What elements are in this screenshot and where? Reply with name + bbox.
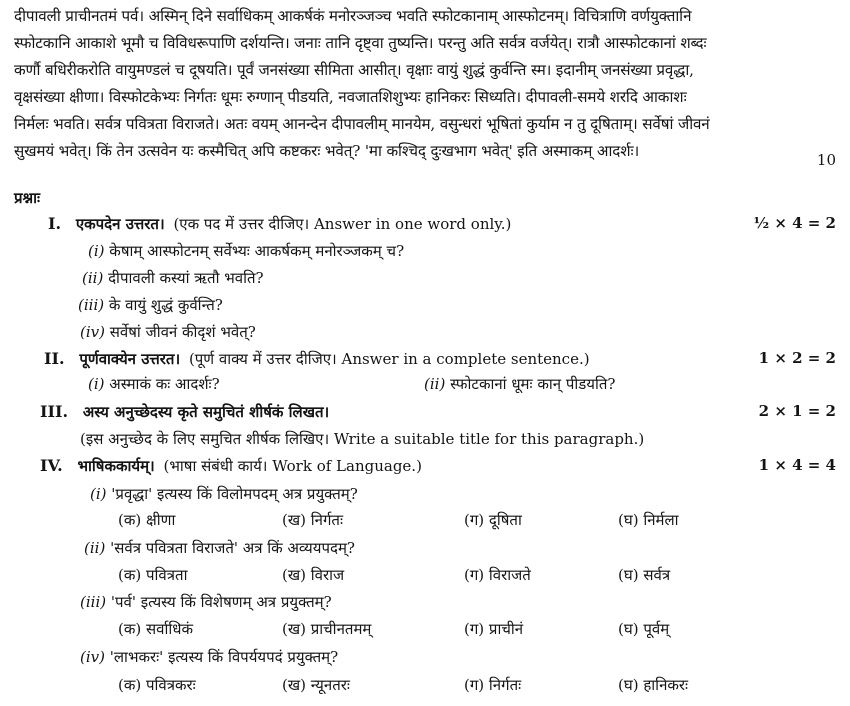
question-item: (ii) स्फोटकानां धूमः कान् पीडयति?	[424, 375, 616, 393]
question-item: (iii) के वायुं शुद्धं कुर्वन्ति?	[78, 296, 223, 314]
passage-marks: 10	[816, 151, 836, 169]
section-number: I.	[48, 214, 62, 233]
section-instruction: (भाषा संबंधी कार्य। Work of Language.)	[163, 457, 422, 475]
section-title: एकपदेन उत्तरत।	[75, 215, 165, 233]
option: (ग) विराजते	[464, 566, 531, 584]
question-item: (ii) 'सर्वत्र पवित्रता विराजते' अत्र किं अव्ययपदम्?	[84, 539, 355, 557]
passage-line: वृक्षसंख्या क्षीणा। विस्फोटकेभ्यः निर्गतः धूमः रुग्णान् पीडयति, नवजातशिशुभ्यः हानिकरः सिध्यति। दीपावली-समये शरदि आकाशः	[14, 88, 687, 106]
questions-label: प्रश्नाः	[14, 189, 41, 207]
passage-line: निर्मलः भवति। सर्वत्र पवित्रता विराजते। अतः वयम् आनन्देन दीपावलीम् मानयेम, वसुन्धरां भूषितां कुर्याम न तु दूषिताम्। सर्वेषां जीवनं	[14, 115, 710, 133]
option: (ख) विराज	[282, 566, 345, 584]
section-number: III.	[40, 402, 69, 421]
section-title: भाषिककार्यम्।	[77, 457, 155, 475]
option: (घ) निर्मला	[618, 511, 679, 529]
option: (ख) प्राचीनतमम्	[282, 620, 372, 638]
option: (ख) न्यूनतरः	[282, 676, 350, 694]
option: (क) सर्वाधिकं	[118, 620, 193, 638]
section-instruction: (इस अनुच्छेद के लिए समुचित शीर्षक लिखिए। Write a suitable title for this paragraph.)	[80, 430, 645, 448]
section-marks: 1 × 4 = 4	[758, 456, 836, 474]
question-item: (i) 'प्रवृद्धा' इत्यस्य किं विलोमपदम् अत्र प्रयुक्तम्?	[90, 485, 358, 503]
section-marks: 2 × 1 = 2	[758, 402, 836, 420]
question-item: (iv) सर्वेषां जीवनं कीदृशं भवेत्?	[80, 323, 256, 341]
question-item: (i) अस्माकं कः आदर्शः?	[88, 375, 220, 393]
option: (क) क्षीणा	[118, 511, 176, 529]
section-marks: ½ × 4 = 2	[753, 214, 836, 232]
option: (ग) दूषिता	[464, 511, 522, 529]
question-item: (ii) दीपावली कस्यां ऋतौ भवति?	[82, 269, 264, 287]
option: (ग) निर्गतः	[464, 676, 522, 694]
section-number: II.	[44, 349, 65, 368]
section-title: पूर्णवाक्येन उत्तरत।	[79, 350, 181, 368]
option: (ग) प्राचीनं	[464, 620, 524, 638]
passage-line: स्फोटकानि आकाशे भूमौ च विविधरूपाणि दर्शयन्ति। जनाः तानि दृष्ट्वा तुष्यन्ति। परन्तु अति सर्वत्र वर्जयेत्। रात्रौ आस्फोटकानां शब्दः	[14, 34, 707, 52]
option: (ख) निर्गतः	[282, 511, 343, 529]
option: (घ) पूर्वम्	[618, 620, 670, 638]
option: (घ) हानिकरः	[618, 676, 689, 694]
question-item: (iv) 'लाभकरः' इत्यस्य किं विपर्ययपदं प्रयुक्तम्?	[80, 648, 339, 666]
section-title: अस्य अनुच्छेदस्य कृते समुचितं शीर्षकं लिखत।	[82, 403, 330, 421]
passage-line: सुखमयं भवेत्। किं तेन उत्सवेन यः कस्मैचित् अपि कष्टकरः भवेत्? 'मा कश्चिद् दुःखभाग भवेत्' इति अस्माकम् आदर्शः।	[14, 142, 640, 160]
question-item: (i) केषाम् आस्फोटनम् सर्वेभ्यः आकर्षकम् मनोरञ्जकम् च?	[88, 242, 405, 260]
section-instruction: (एक पद में उत्तर दीजिए। Answer in one word only.)	[173, 215, 512, 233]
option: (क) पवित्रकरः	[118, 676, 196, 694]
section-instruction: (पूर्ण वाक्य में उत्तर दीजिए। Answer in a complete sentence.)	[188, 350, 590, 368]
option: (घ) सर्वत्र	[618, 566, 671, 584]
section-number: IV.	[40, 456, 63, 475]
option: (क) पवित्रता	[118, 566, 188, 584]
passage-line: दीपावली प्राचीनतमं पर्व। अस्मिन् दिने सर्वाधिकम् आकर्षकं मनोरञ्जञ्च भवति स्फोटकानाम् आस्फोटनम्। विचित्राणि वर्णयुक्तानि	[14, 7, 692, 25]
section-marks: 1 × 2 = 2	[758, 349, 836, 367]
passage-line: कर्णौ बधिरीकरोति वायुमण्डलं च दूषयति। पूर्वं जनसंख्या सीमिता आसीत्। वृक्षाः वायुं शुद्धं कुर्वन्ति स्म। इदानीम् जनसंख्या प्रवृद्धा,	[14, 61, 694, 79]
question-item: (iii) 'पर्व' इत्यस्य किं विशेषणम् अत्र प्रयुक्तम्?	[80, 593, 332, 611]
